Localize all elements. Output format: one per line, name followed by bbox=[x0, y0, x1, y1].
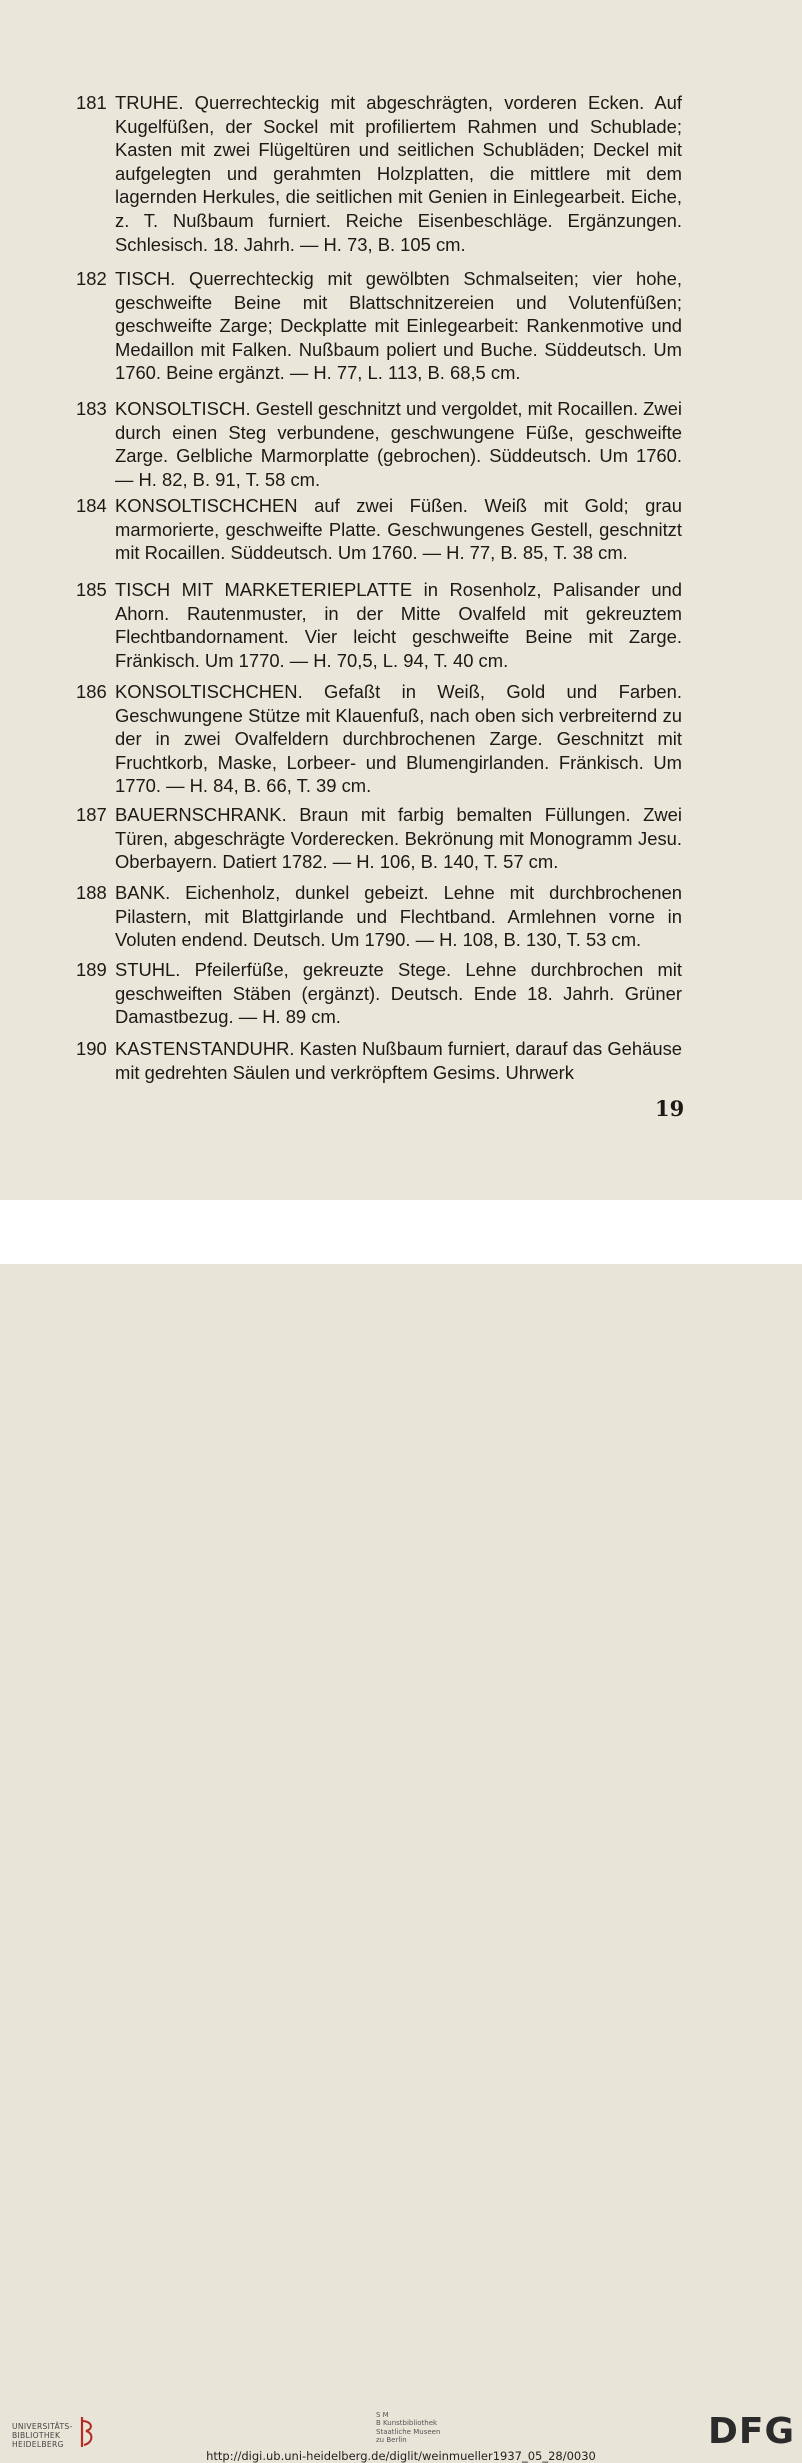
entry-number: 184 bbox=[76, 495, 107, 516]
entry-text: KONSOLTISCHCHEN. Gefaßt in Weiß, Gold und Farben. Geschwungene Stütze mit Klauenfuß, nach oben sich verbreiternd zu der in zwei Ovalfeldern durchbrochenen Zarge. Geschnitzt mit Fruchtkorb, Maske, Lorbeer- und Blumengirlanden. Fränkisch. Um 1770. — H. 84, B. 66, T. 39 cm. bbox=[115, 681, 682, 797]
catalog-entry-182 bbox=[76, 267, 682, 385]
entry-number: 186 bbox=[76, 681, 107, 702]
museum-library-label: S M B Kunstbibliothek Staatliche Museen zu Berlin bbox=[376, 2411, 441, 2444]
dfg-logo: DFG bbox=[708, 2411, 796, 2452]
catalog-entry-189 bbox=[76, 958, 682, 1029]
university-logo-icon bbox=[78, 2415, 96, 2449]
entry-text: TISCH. Querrechteckig mit gewölbten Schmalseiten; vier hohe, geschweifte Beine mit Blattschnitzereien und Volutenfüßen; geschweifte Zarge; Deckplatte mit Einlegearbeit: Rankenmotive und Medaillon mit Falken. Nußbaum poliert und Buche. Süddeutsch. Um 1760. Beine ergänzt. — H. 77, L. 113, B. 68,5 cm. bbox=[115, 268, 682, 384]
catalog-entry-183 bbox=[76, 397, 682, 491]
entry-number: 188 bbox=[76, 882, 107, 903]
entry-number: 182 bbox=[76, 268, 107, 289]
entry-text: BANK. Eichenholz, dunkel gebeizt. Lehne mit durchbrochenen Pilastern, mit Blattgirlande und Flechtband. Armlehnen vorne in Voluten endend. Deutsch. Um 1790. — H. 108, B. 130, T. 53 cm. bbox=[115, 882, 682, 951]
entry-text: KONSOLTISCH. Gestell geschnitzt und vergoldet, mit Rocaillen. Zwei durch einen Steg verbundene, geschwungene Füße, geschweifte Zarge. Gelbliche Marmorplatte (gebrochen). Süddeutsch. Um 1760. — H. 82, B. 91, T. 58 cm. bbox=[115, 398, 682, 490]
university-library-label: UNIVERSITÄTS- BIBLIOTHEK HEIDELBERG bbox=[12, 2422, 73, 2449]
entry-number: 185 bbox=[76, 579, 107, 600]
entry-number: 181 bbox=[76, 92, 107, 113]
entry-number: 190 bbox=[76, 1038, 107, 1059]
footer-bar bbox=[0, 1200, 802, 2463]
entry-number: 187 bbox=[76, 804, 107, 825]
entry-text: BAUERNSCHRANK. Braun mit farbig bemalten Füllungen. Zwei Türen, abgeschrägte Vorderecken. Bekrönung mit Monogramm Jesu. Oberbayern. Datiert 1782. — H. 106, B. 140, T. 57 cm. bbox=[115, 804, 682, 873]
catalog-entry-187 bbox=[76, 803, 682, 874]
source-url-link[interactable]: http://digi.ub.uni-heidelberg.de/diglit/weinmueller1937_05_28/0030 bbox=[206, 2449, 596, 2463]
entry-text: TRUHE. Querrechteckig mit abgeschrägten, vorderen Ecken. Auf Kugelfüßen, der Sockel mit profiliertem Rahmen und Schublade; Kasten mit zwei Flügeltüren und seitlichen Schubläden; Deckel mit aufgelegten und gerahmten Holzplatten, die mittlere mit dem lagernden Herkules, die seitlichen mit Genien in Einlegearbeit. Eiche, z. T. Nußbaum furniert. Reiche Eisenbeschläge. Ergänzungen. Schlesisch. 18. Jahrh. — H. 73, B. 105 cm. bbox=[115, 92, 682, 255]
page-number: 19 bbox=[655, 1096, 685, 1121]
catalog-entry-190 bbox=[76, 1037, 682, 1084]
catalog-entry-186 bbox=[76, 680, 682, 798]
entry-text: STUHL. Pfeilerfüße, gekreuzte Stege. Lehne durchbrochen mit geschweiften Stäben (ergänzt). Deutsch. Ende 18. Jahrh. Grüner Damastbezug. — H. 89 cm. bbox=[115, 959, 682, 1028]
catalog-entry-184 bbox=[76, 494, 682, 565]
entry-number: 189 bbox=[76, 959, 107, 980]
entry-text: TISCH MIT MARKETERIEPLATTE in Rosenholz, Palisander und Ahorn. Rautenmuster, in der Mitte Ovalfeld mit gekreuztem Flechtbandornament. Vier leicht geschweifte Beine mit Zarge. Fränkisch. Um 1770. — H. 70,5, L. 94, T. 40 cm. bbox=[115, 579, 682, 671]
entry-text: KONSOLTISCHCHEN auf zwei Füßen. Weiß mit Gold; grau marmorierte, geschweifte Platte. Geschwungenes Gestell, geschnitzt mit Rocaillen. Süddeutsch. Um 1760. — H. 77, B. 85, T. 38 cm. bbox=[115, 495, 682, 564]
entry-number: 183 bbox=[76, 398, 107, 419]
catalog-entry-185 bbox=[76, 578, 682, 672]
document-page bbox=[0, 0, 802, 1200]
entry-text: KASTENSTANDUHR. Kasten Nußbaum furniert, darauf das Gehäuse mit gedrehten Säulen und verkröpftem Gesims. Uhrwerk bbox=[115, 1038, 682, 1083]
catalog-entry-188 bbox=[76, 881, 682, 952]
catalog-entry-181 bbox=[76, 91, 682, 256]
